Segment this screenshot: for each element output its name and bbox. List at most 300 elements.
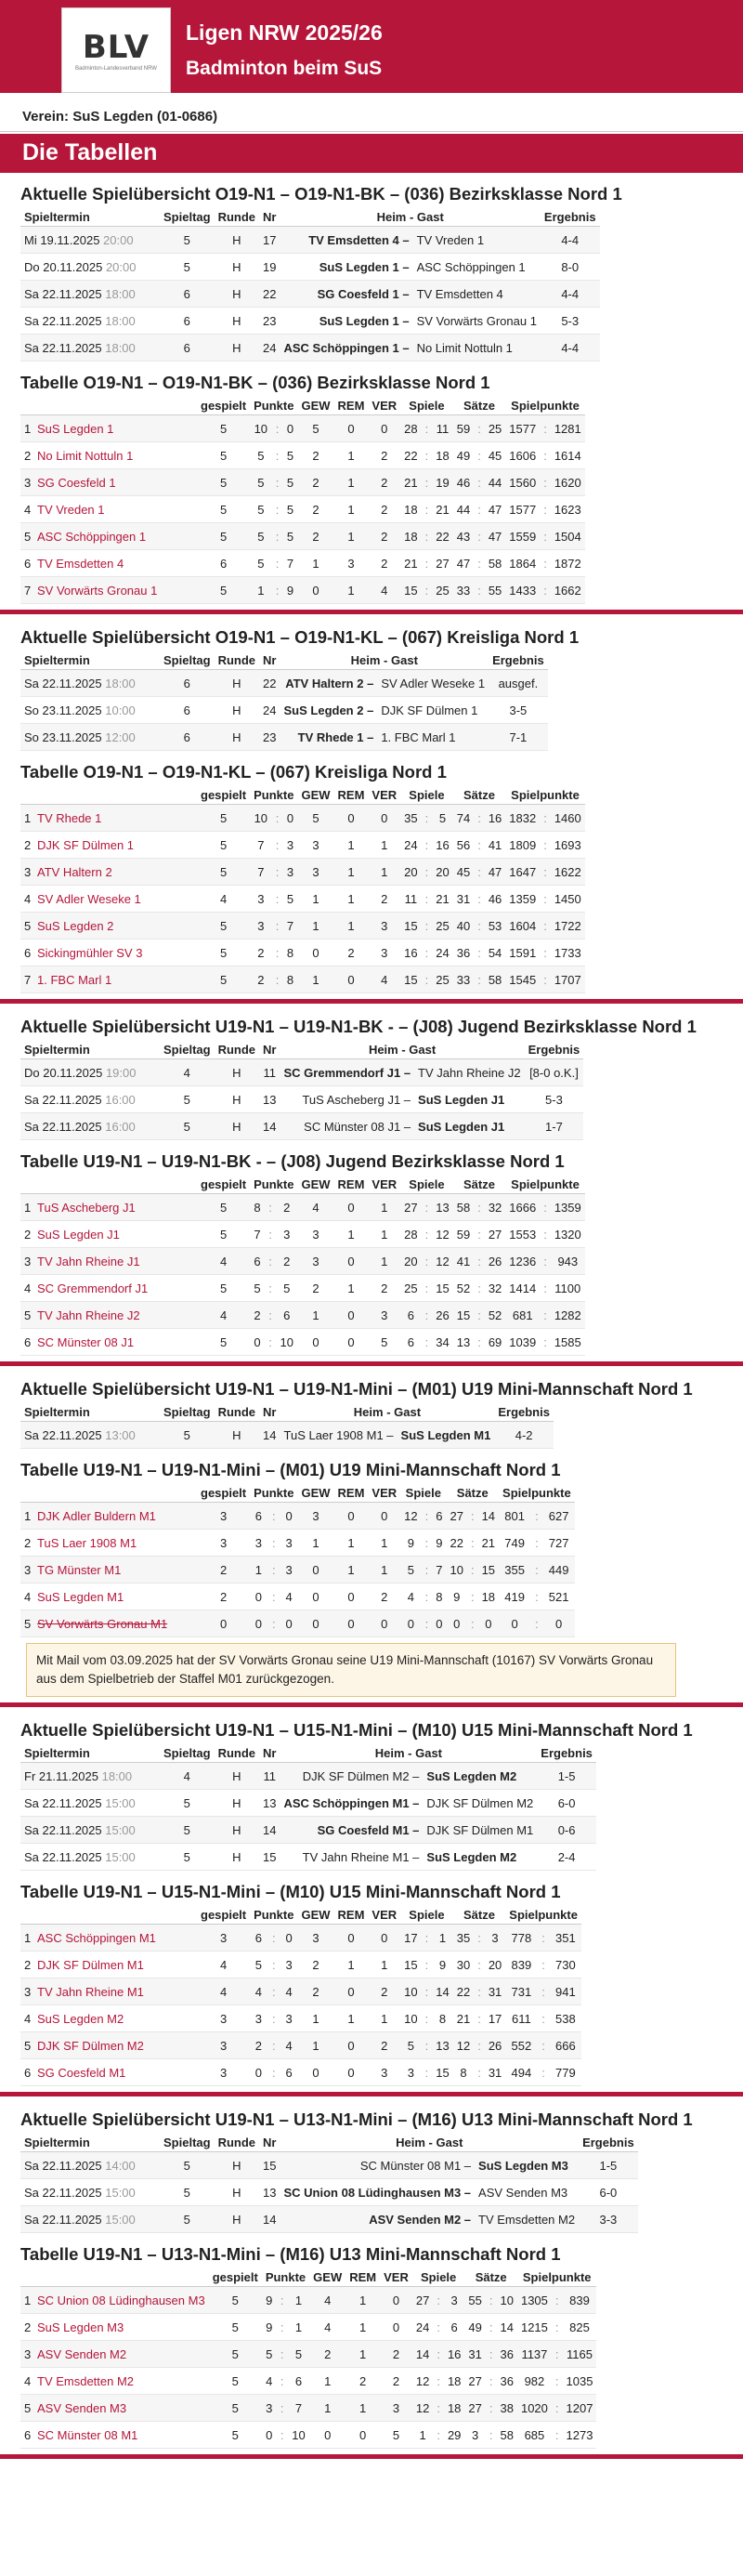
match-result[interactable]: 1-7 <box>525 1113 584 1140</box>
stat-gew: 4 <box>297 1194 333 1221</box>
stat-punkte-a: 3 <box>250 886 271 913</box>
stat-gespielt: 3 <box>197 2032 250 2059</box>
schedule-col-header: Spieltag <box>160 2134 215 2152</box>
stat-punkte-b: 3 <box>280 1557 298 1584</box>
home-team[interactable]: TuS Laer 1908 M1 – <box>280 1422 398 1449</box>
team-link[interactable]: 1. FBC Marl 1 <box>37 972 112 987</box>
stat-saetze-b: 52 <box>485 1302 505 1329</box>
stat-punkte-sep: : <box>267 1530 280 1557</box>
team-name[interactable] <box>20 2422 209 2449</box>
stat-spiele-a: 12 <box>412 2395 433 2422</box>
team-name[interactable] <box>20 1925 197 1952</box>
home-team[interactable]: TuS Ascheberg J1 – <box>280 1086 415 1113</box>
team-name[interactable] <box>20 805 197 832</box>
stat-gespielt: 5 <box>209 2368 262 2395</box>
table-row <box>20 1329 585 1356</box>
home-team[interactable]: TV Rhede 1 – <box>280 724 378 751</box>
match-spieltag: 5 <box>160 2206 215 2233</box>
stat-punkte-sep: : <box>277 2368 288 2395</box>
stat-punkte-b: 5 <box>283 496 298 523</box>
standings-col-header: Sätze <box>453 397 506 415</box>
team-link[interactable]: ASV Senden M2 <box>37 2346 127 2361</box>
match-spieltag: 6 <box>160 335 215 361</box>
away-team[interactable]: SuS Legden M2 <box>423 1763 537 1790</box>
stat-punkte-a: 5 <box>262 2341 277 2368</box>
away-team[interactable]: SV Vorwärts Gronau 1 <box>413 308 541 335</box>
team-name[interactable] <box>20 1503 197 1530</box>
match-result[interactable]: 1-5 <box>537 1763 596 1790</box>
team-link[interactable]: TV Emsdetten 4 <box>37 556 124 571</box>
team-name[interactable] <box>20 1248 197 1275</box>
home-team[interactable]: SC Union 08 Lüdinghausen M3 – <box>280 2179 476 2206</box>
stat-saetze-a: 31 <box>453 886 474 913</box>
home-team[interactable]: ASC Schöppingen M1 – <box>280 1790 424 1817</box>
stat-punkte-sep: : <box>267 2032 280 2059</box>
stat-gespielt: 4 <box>197 886 250 913</box>
stat-ver: 0 <box>368 415 400 442</box>
home-team[interactable]: TV Jahn Rheine M1 – <box>280 1844 424 1871</box>
stat-gespielt: 5 <box>197 832 250 859</box>
stat-spielpunkte-a: 685 <box>517 2422 552 2449</box>
stat-gespielt: 6 <box>197 550 250 577</box>
match-result[interactable]: 4-4 <box>541 335 600 361</box>
standings-col-header <box>20 1484 197 1503</box>
team-link[interactable]: TV Jahn Rheine J1 <box>37 1254 140 1268</box>
stat-spiele-b: 18 <box>444 2368 464 2395</box>
stat-punkte-b: 2 <box>276 1194 297 1221</box>
stat-spielpunkte-sep: : <box>540 886 551 913</box>
stat-spiele-sep: : <box>422 1530 433 1557</box>
team-link[interactable]: SuS Legden M1 <box>37 1589 124 1604</box>
stat-punkte-b: 5 <box>276 1275 297 1302</box>
team-name[interactable] <box>20 550 197 577</box>
stat-spiele-b: 13 <box>432 1194 452 1221</box>
stat-ver: 2 <box>368 550 400 577</box>
team-link[interactable]: SuS Legden J1 <box>37 1227 120 1242</box>
stat-spielpunkte-sep: : <box>540 832 551 859</box>
team-name[interactable] <box>20 1530 197 1557</box>
away-team[interactable]: DJK SF Dülmen M1 <box>423 1817 537 1844</box>
away-team[interactable]: SuS Legden J1 <box>414 1086 525 1113</box>
team-link[interactable]: TV Emsdetten M2 <box>37 2373 135 2388</box>
away-team[interactable]: DJK SF Dülmen 1 <box>377 697 489 724</box>
away-team[interactable]: No Limit Nottuln 1 <box>413 335 541 361</box>
away-team[interactable]: DJK SF Dülmen M2 <box>423 1790 537 1817</box>
schedule-col-header: Spieltag <box>160 651 215 670</box>
team-name[interactable] <box>20 2005 197 2032</box>
away-team[interactable]: ASV Senden M3 <box>475 2179 579 2206</box>
stat-gew: 2 <box>297 1275 333 1302</box>
stat-ver: 0 <box>368 805 400 832</box>
team-link[interactable]: DJK SF Dülmen M2 <box>37 2038 144 2053</box>
team-link[interactable]: SV Vorwärts Gronau 1 <box>37 583 158 598</box>
team-link[interactable]: DJK Adler Buldern M1 <box>37 1508 156 1523</box>
stat-spiele-b: 18 <box>432 442 452 469</box>
stat-saetze-sep: : <box>486 2287 497 2314</box>
stat-spielpunkte-a: 611 <box>505 2005 537 2032</box>
stat-punkte-b: 8 <box>283 940 298 966</box>
team-name[interactable] <box>20 2341 209 2368</box>
team-link[interactable]: SG Coesfeld 1 <box>37 475 116 490</box>
schedule-col-header: Spieltag <box>160 208 215 227</box>
team-name[interactable] <box>20 859 197 886</box>
standings-col-header: REM <box>334 1176 369 1194</box>
match-result[interactable]: 4-4 <box>541 227 600 254</box>
match-result[interactable]: ausgef. <box>489 670 548 697</box>
home-team[interactable]: ASV Senden M2 – <box>280 2206 476 2233</box>
team-name[interactable] <box>20 1978 197 2005</box>
team-link[interactable]: TG Münster M1 <box>37 1562 122 1577</box>
team-name[interactable] <box>20 1952 197 1978</box>
match-result[interactable]: 1-5 <box>579 2152 638 2179</box>
stat-spiele-sep: : <box>422 2032 433 2059</box>
stat-spielpunkte-sep: : <box>540 415 551 442</box>
schedule-col-header: Runde <box>215 208 259 227</box>
team-rank: 4 <box>24 1281 32 1295</box>
home-team[interactable]: SG Coesfeld 1 – <box>280 281 413 308</box>
team-link[interactable]: DJK SF Dülmen 1 <box>37 837 135 852</box>
stat-saetze-a: 55 <box>464 2287 485 2314</box>
stat-punkte-a: 10 <box>250 415 271 442</box>
team-name[interactable] <box>20 2059 197 2086</box>
stat-spiele-a: 10 <box>400 1978 421 2005</box>
team-link[interactable]: ATV Haltern 2 <box>37 864 112 879</box>
stat-spielpunkte-sep: : <box>552 2314 563 2341</box>
away-team[interactable]: SV Adler Weseke 1 <box>377 670 489 697</box>
team-link[interactable]: TV Rhede 1 <box>37 810 102 825</box>
standings-col-header: Sätze <box>446 1484 499 1503</box>
stat-spielpunkte-a: 1647 <box>505 859 540 886</box>
team-rank: 3 <box>24 2346 32 2361</box>
team-name[interactable] <box>20 1194 197 1221</box>
match-day: So 23.11.2025 <box>24 703 106 717</box>
stat-rem: 1 <box>334 469 369 496</box>
stat-spielpunkte-sep: : <box>537 1925 549 1952</box>
match-result[interactable]: 3-3 <box>579 2206 638 2233</box>
team-link[interactable]: TV Jahn Rheine M1 <box>37 1984 144 1999</box>
match-nr: 13 <box>259 1790 280 1817</box>
schedule-table <box>20 651 548 751</box>
stat-ver: 2 <box>380 2341 412 2368</box>
stat-spiele-sep: : <box>433 2314 444 2341</box>
team-rank: 4 <box>24 891 32 906</box>
team-link[interactable]: SC Münster 08 M1 <box>37 2427 138 2442</box>
home-team[interactable]: TV Emsdetten 4 – <box>280 227 413 254</box>
match-result[interactable]: 7-1 <box>489 724 548 751</box>
stat-rem: 0 <box>334 1302 369 1329</box>
home-team[interactable]: SuS Legden 2 – <box>280 697 378 724</box>
stat-saetze-b: 14 <box>478 1503 499 1530</box>
stat-gew: 2 <box>309 2341 345 2368</box>
stat-saetze-a: 41 <box>453 1248 474 1275</box>
home-team[interactable]: SuS Legden 1 – <box>280 308 413 335</box>
stat-gew: 3 <box>297 1248 333 1275</box>
stat-spiele-sep: : <box>422 577 433 604</box>
stat-saetze-sep: : <box>486 2314 497 2341</box>
team-name[interactable] <box>20 886 197 913</box>
stat-spiele-a: 17 <box>400 1925 421 1952</box>
section <box>0 2109 743 2449</box>
team-name[interactable] <box>20 523 197 550</box>
sections-container <box>0 184 743 2459</box>
stat-gew: 0 <box>297 1610 333 1637</box>
stat-spielpunkte-b: 1320 <box>551 1221 585 1248</box>
team-name[interactable] <box>20 1302 197 1329</box>
team-link[interactable]: TV Jahn Rheine J2 <box>37 1308 140 1322</box>
team-name[interactable] <box>20 966 197 993</box>
stat-gew: 0 <box>309 2422 345 2449</box>
standings-col-header: GEW <box>309 2268 345 2287</box>
stat-gespielt: 4 <box>197 1952 250 1978</box>
match-date <box>20 724 160 751</box>
stat-ver: 1 <box>368 1952 400 1978</box>
team-name[interactable] <box>20 1221 197 1248</box>
stat-saetze-sep: : <box>474 966 485 993</box>
stat-saetze-sep: : <box>474 886 485 913</box>
match-result[interactable]: 5-3 <box>541 308 600 335</box>
stat-ver: 0 <box>380 2314 412 2341</box>
away-team[interactable]: SuS Legden M1 <box>398 1422 495 1449</box>
home-team[interactable]: SuS Legden 1 – <box>280 254 413 281</box>
stat-spiele-a: 20 <box>400 1248 421 1275</box>
match-result[interactable]: 4-4 <box>541 281 600 308</box>
team-rank: 5 <box>24 529 32 544</box>
section <box>0 627 743 993</box>
stat-spiele-b: 25 <box>432 577 452 604</box>
team-name[interactable] <box>20 2395 209 2422</box>
section <box>0 184 743 604</box>
team-link[interactable]: SV Adler Weseke 1 <box>37 891 141 906</box>
match-day: Sa 22.11.2025 <box>24 286 106 301</box>
team-link[interactable]: TuS Laer 1908 M1 <box>37 1535 137 1550</box>
team-rank: 2 <box>24 1957 32 1972</box>
stat-spielpunkte-sep: : <box>552 2395 563 2422</box>
away-team[interactable]: 1. FBC Marl 1 <box>377 724 489 751</box>
stat-saetze-sep: : <box>474 1194 485 1221</box>
schedule-col-header: Spieltermin <box>20 1744 160 1763</box>
team-rank: 2 <box>24 448 32 463</box>
team-name[interactable] <box>20 2032 197 2059</box>
match-date <box>20 1763 160 1790</box>
stat-saetze-b: 55 <box>485 577 505 604</box>
team-rank: 5 <box>24 2400 32 2415</box>
away-team[interactable]: TV Vreden 1 <box>413 227 541 254</box>
team-name[interactable] <box>20 1584 197 1610</box>
away-team[interactable]: SuS Legden M2 <box>423 1844 537 1871</box>
team-name[interactable] <box>20 577 197 604</box>
table-row <box>20 254 600 281</box>
team-rank: 3 <box>24 864 32 879</box>
away-team[interactable]: SuS Legden J1 <box>414 1113 525 1140</box>
stat-spiele-sep: : <box>422 913 433 940</box>
stat-saetze-a: 22 <box>453 1978 474 2005</box>
standings-col-header: GEW <box>297 786 333 805</box>
stat-ver: 2 <box>368 2032 400 2059</box>
team-link[interactable]: DJK SF Dülmen M1 <box>37 1957 144 1972</box>
schedule-col-header: Nr <box>259 1403 280 1422</box>
team-link[interactable]: SuS Legden M2 <box>37 2011 124 2026</box>
stat-spielpunkte-a: 731 <box>505 1978 537 2005</box>
schedule-col-header: Heim - Gast <box>280 1403 495 1422</box>
match-time: 15:00 <box>105 2212 136 2227</box>
table-row <box>20 913 585 940</box>
match-time: 20:00 <box>103 232 134 247</box>
stat-saetze-b: 26 <box>485 2032 505 2059</box>
team-link[interactable]: No Limit Nottuln 1 <box>37 448 134 463</box>
standings-col-header: Spielpunkte <box>505 1906 581 1925</box>
team-name[interactable] <box>20 2314 209 2341</box>
team-link[interactable]: ASV Senden M3 <box>37 2400 127 2415</box>
away-team[interactable]: TV Emsdetten 4 <box>413 281 541 308</box>
stat-spiele-b: 29 <box>444 2422 464 2449</box>
stat-saetze-a: 27 <box>464 2368 485 2395</box>
team-link[interactable]: SC Union 08 Lüdinghausen M3 <box>37 2293 205 2307</box>
stat-saetze-b: 17 <box>485 2005 505 2032</box>
team-rank: 5 <box>24 1616 32 1631</box>
team-link[interactable]: Sickingmühler SV 3 <box>37 945 143 960</box>
team-name[interactable] <box>20 940 197 966</box>
team-link[interactable]: ASC Schöppingen M1 <box>37 1930 156 1945</box>
team-name[interactable] <box>20 1275 197 1302</box>
team-name[interactable] <box>20 496 197 523</box>
team-link[interactable]: TuS Ascheberg J1 <box>37 1200 136 1215</box>
team-name[interactable] <box>20 1610 197 1637</box>
stat-punkte-b: 3 <box>280 1952 298 1978</box>
stat-rem: 1 <box>334 523 369 550</box>
match-result[interactable]: [8-0 o.K.] <box>525 1059 584 1086</box>
stat-saetze-sep: : <box>474 1978 485 2005</box>
team-name[interactable] <box>20 2287 209 2314</box>
stat-punkte-b: 6 <box>276 1302 297 1329</box>
site-subtitle: Badminton beim SuS <box>186 58 383 79</box>
schedule-col-header: Spieltag <box>160 1744 215 1763</box>
stat-saetze-a: 10 <box>446 1557 466 1584</box>
team-link[interactable]: SuS Legden M3 <box>37 2320 124 2334</box>
home-team[interactable]: SG Coesfeld M1 – <box>280 1817 424 1844</box>
team-name[interactable] <box>20 1329 197 1356</box>
stat-ver: 2 <box>368 1275 400 1302</box>
away-team[interactable]: ASC Schöppingen 1 <box>413 254 541 281</box>
stat-spiele-a: 6 <box>400 1329 421 1356</box>
stat-rem: 0 <box>334 1925 369 1952</box>
standings-header-row <box>20 1906 581 1925</box>
stat-spielpunkte-b: 1585 <box>551 1329 585 1356</box>
schedule-col-header: Spieltag <box>160 1403 215 1422</box>
stat-punkte-sep: : <box>267 2059 280 2086</box>
match-result[interactable]: 3-5 <box>489 697 548 724</box>
match-time: 18:00 <box>101 1768 133 1783</box>
stat-spielpunkte-b: 1460 <box>551 805 585 832</box>
stat-saetze-b: 20 <box>485 1952 505 1978</box>
match-result[interactable]: 0-6 <box>537 1817 596 1844</box>
stat-spielpunkte-b: 666 <box>550 2032 581 2059</box>
stat-spielpunkte-sep: : <box>540 1329 551 1356</box>
home-team[interactable]: SC Münster 08 M1 – <box>280 2152 476 2179</box>
table-row <box>20 940 585 966</box>
stat-gew: 0 <box>297 1557 333 1584</box>
schedule-col-header: Ergebnis <box>525 1041 584 1059</box>
stat-spiele-b: 26 <box>432 1302 452 1329</box>
standings-header-row <box>20 1176 585 1194</box>
team-link[interactable]: SG Coesfeld M1 <box>37 2065 126 2080</box>
match-result[interactable]: 8-0 <box>541 254 600 281</box>
stat-gespielt: 5 <box>209 2341 262 2368</box>
team-link[interactable]: ASC Schöppingen 1 <box>37 529 147 544</box>
stat-saetze-a: 33 <box>453 966 474 993</box>
team-link[interactable]: TV Vreden 1 <box>37 502 105 517</box>
team-rank: 6 <box>24 556 32 571</box>
away-team[interactable]: SuS Legden M3 <box>475 2152 579 2179</box>
match-result[interactable]: 2-4 <box>537 1844 596 1871</box>
match-result[interactable]: 4-2 <box>494 1422 554 1449</box>
team-name[interactable] <box>20 832 197 859</box>
schedule-col-header: Nr <box>259 2134 280 2152</box>
team-rank: 2 <box>24 1535 32 1550</box>
team-rank: 6 <box>24 2065 32 2080</box>
team-link[interactable]: SV Vorwärts Gronau M1 <box>37 1616 168 1631</box>
standings-col-header: Spiele <box>400 397 453 415</box>
stat-spielpunkte-a: 1559 <box>505 523 540 550</box>
stat-rem: 0 <box>334 2032 369 2059</box>
away-team[interactable]: TV Jahn Rheine J2 <box>414 1059 525 1086</box>
home-team[interactable]: DJK SF Dülmen M2 – <box>280 1763 424 1790</box>
team-name[interactable] <box>20 1557 197 1584</box>
schedule-col-header: Nr <box>259 651 280 670</box>
stat-gespielt: 5 <box>197 523 250 550</box>
match-spieltag: 6 <box>160 724 215 751</box>
team-name[interactable] <box>20 2368 209 2395</box>
stat-gew: 1 <box>297 550 333 577</box>
team-link[interactable]: SC Gremmendorf J1 <box>37 1281 149 1295</box>
team-name[interactable] <box>20 469 197 496</box>
home-team[interactable]: SC Gremmendorf J1 – <box>280 1059 415 1086</box>
stat-gew: 5 <box>297 415 333 442</box>
stat-spiele-sep: : <box>422 886 433 913</box>
table-row <box>20 1275 585 1302</box>
stat-rem: 1 <box>345 2287 380 2314</box>
match-result[interactable]: 6-0 <box>579 2179 638 2206</box>
stat-spielpunkte-sep: : <box>540 1248 551 1275</box>
team-name[interactable] <box>20 415 197 442</box>
home-team[interactable]: ASC Schöppingen 1 – <box>280 335 413 361</box>
table-row <box>20 2341 596 2368</box>
match-runde: H <box>215 1059 259 1086</box>
team-link[interactable]: SC Münster 08 J1 <box>37 1334 135 1349</box>
match-time: 19:00 <box>105 1065 137 1080</box>
team-rank: 1 <box>24 421 32 436</box>
team-name[interactable] <box>20 442 197 469</box>
home-team[interactable]: ATV Haltern 2 – <box>280 670 378 697</box>
stat-gew: 2 <box>297 1952 333 1978</box>
home-team[interactable]: SC Münster 08 J1 – <box>280 1113 415 1140</box>
stat-spiele-a: 25 <box>400 1275 421 1302</box>
team-link[interactable]: SuS Legden 1 <box>37 421 114 436</box>
verein-label: Verein: SuS Legden (01-0686) <box>0 93 743 132</box>
match-result[interactable]: 6-0 <box>537 1790 596 1817</box>
stat-saetze-b: 36 <box>497 2341 517 2368</box>
team-rank: 4 <box>24 502 32 517</box>
match-runde: H <box>215 2179 259 2206</box>
stat-punkte-sep: : <box>272 550 283 577</box>
away-team[interactable]: TV Emsdetten M2 <box>475 2206 579 2233</box>
blv-logo[interactable] <box>61 7 171 93</box>
match-result[interactable]: 5-3 <box>525 1086 584 1113</box>
section <box>0 1720 743 2086</box>
team-link[interactable]: SuS Legden 2 <box>37 918 114 933</box>
stat-spielpunkte-b: 1707 <box>551 966 585 993</box>
team-name[interactable] <box>20 913 197 940</box>
standings-col-header: Spiele <box>400 1484 446 1503</box>
